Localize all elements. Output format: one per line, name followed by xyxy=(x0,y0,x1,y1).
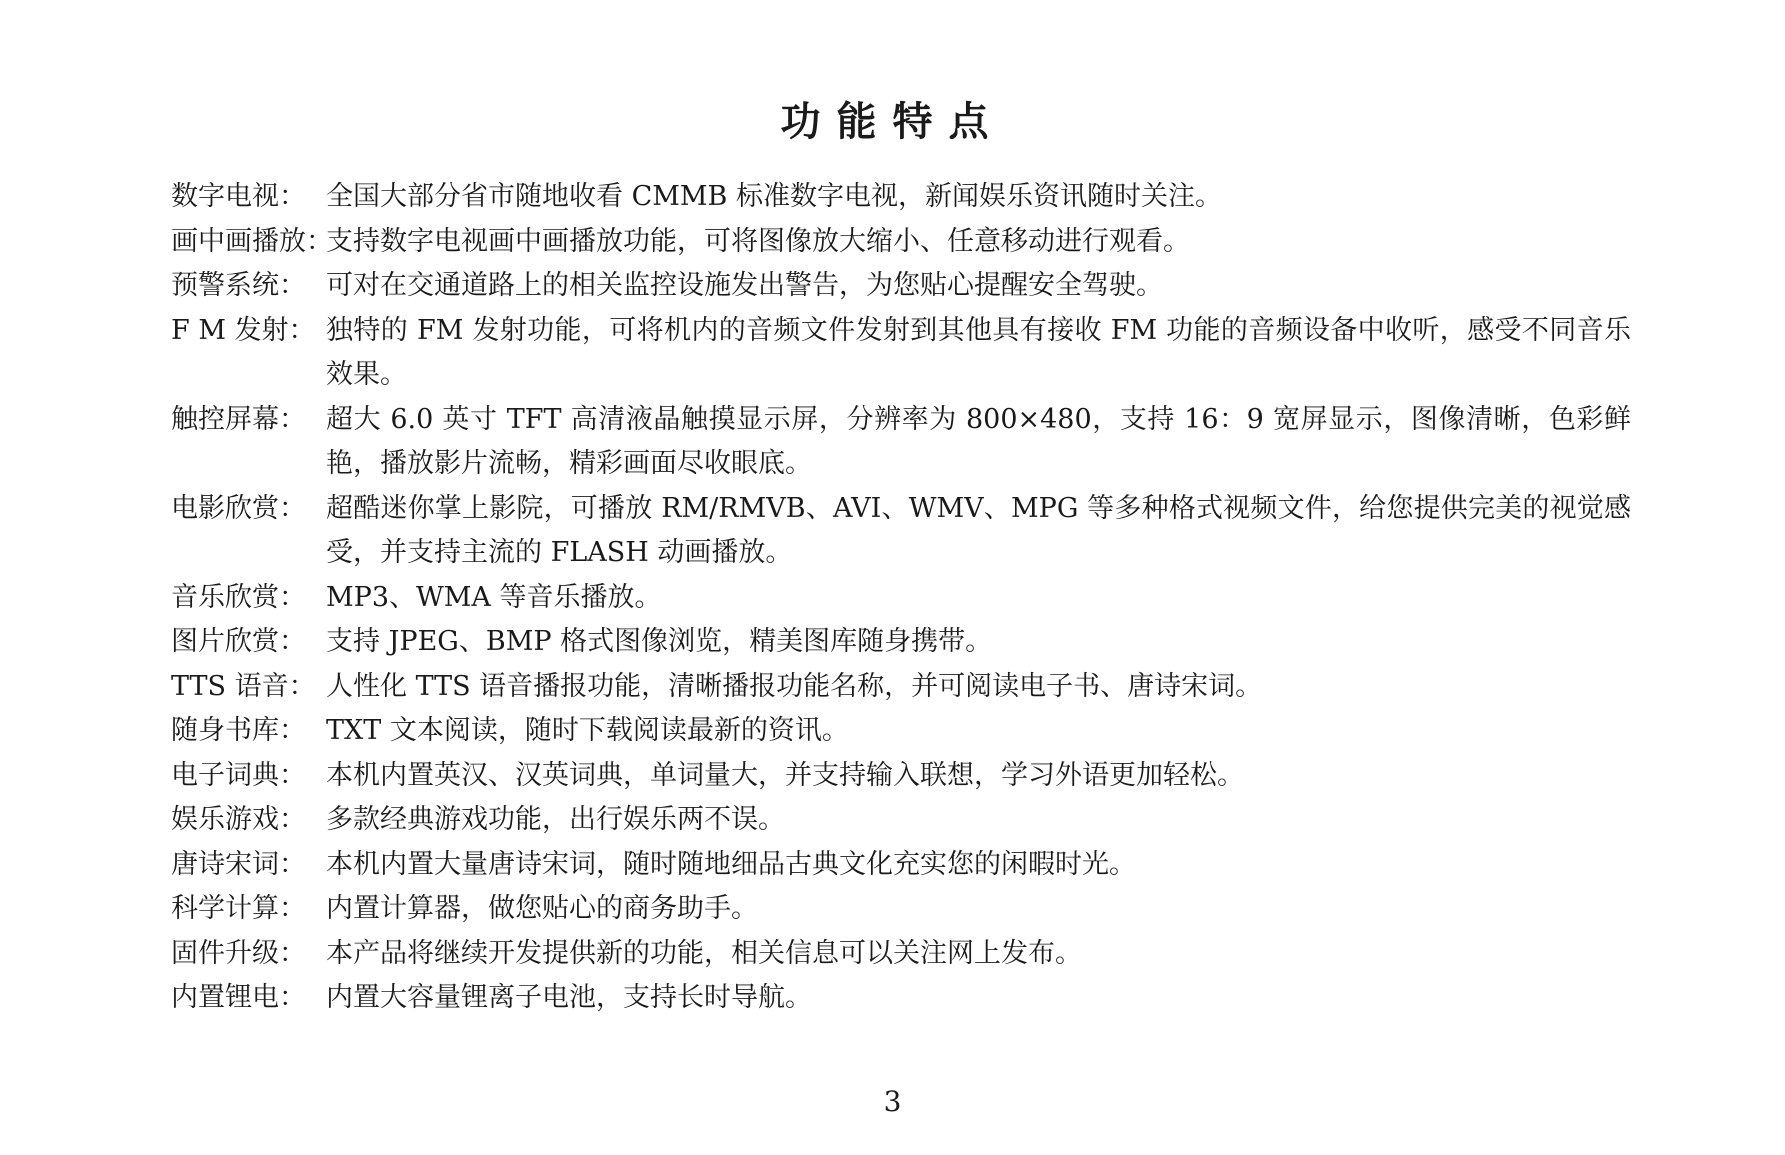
feature-description: TXT 文本阅读，随时下载阅读最新的资讯。 xyxy=(326,715,849,746)
feature-description: 超大 6.0 英寸 TFT 高清液晶触摸显示屏，分辨率为 800×480，支持 16：9 宽屏显示，图像清晰，色彩鲜艳，播放影片流畅，精彩画面尽收眼底。 xyxy=(326,403,1631,479)
feature-description: 超酷迷你掌上影院，可播放 RM/RMVB、AVI、WMV、MPG 等多种格式视频文件，给您提供完美的视觉感受，并支持主流的 FLASH 动画播放。 xyxy=(326,492,1631,568)
feature-description: 全国大部分省市随地收看 CMMB 标准数字电视，新闻娱乐资讯随时关注。 xyxy=(326,181,1222,212)
feature-description: 内置计算器，做您贴心的商务助手。 xyxy=(326,893,758,924)
feature-label: F M 发射： xyxy=(171,314,316,346)
feature-label: 固件升级： xyxy=(171,937,306,969)
feature-item xyxy=(171,843,1631,888)
feature-description: 独特的 FM 发射功能，可将机内的音频文件发射到其他具有接收 FM 功能的音频设备中收听，感受不同音乐效果。 xyxy=(326,314,1631,390)
feature-label: 触控屏幕： xyxy=(171,403,306,435)
feature-item xyxy=(171,487,1631,576)
feature-description: 本产品将继续开发提供新的功能，相关信息可以关注网上发布。 xyxy=(326,937,1082,969)
feature-label: 数字电视： xyxy=(171,181,306,212)
feature-label: 电子词典： xyxy=(171,759,306,791)
feature-description: 支持 JPEG、BMP 格式图像浏览，精美图库随身携带。 xyxy=(326,626,993,657)
feature-label: TTS 语音： xyxy=(171,670,316,702)
feature-description: 可对在交通道路上的相关监控设施发出警告，为您贴心提醒安全驾驶。 xyxy=(326,270,1163,301)
feature-item xyxy=(171,709,1631,754)
feature-item xyxy=(171,976,1631,1021)
feature-item xyxy=(171,932,1631,977)
feature-item xyxy=(171,887,1631,932)
feature-item xyxy=(171,398,1631,487)
feature-item xyxy=(171,798,1631,843)
feature-item xyxy=(171,576,1631,621)
feature-label: 音乐欣赏： xyxy=(171,581,306,613)
feature-label: 科学计算： xyxy=(171,893,306,924)
feature-description: 内置大容量锂离子电池，支持长时导航。 xyxy=(326,982,812,1013)
page-title: 功能特点 xyxy=(780,98,1005,145)
feature-item xyxy=(171,220,1631,265)
feature-description: 本机内置大量唐诗宋词，随时随地细品古典文化充实您的闲暇时光。 xyxy=(326,848,1136,880)
feature-item xyxy=(171,175,1631,220)
feature-label: 唐诗宋词： xyxy=(171,848,306,880)
page-number: 3 xyxy=(883,1085,902,1118)
feature-label: 画中画播放： xyxy=(171,225,333,257)
feature-label: 娱乐游戏： xyxy=(171,804,306,835)
feature-description: MP3、WMA 等音乐播放。 xyxy=(326,581,662,613)
feature-item xyxy=(171,309,1631,398)
feature-item xyxy=(171,665,1631,710)
feature-label: 预警系统： xyxy=(171,270,306,301)
feature-label: 内置锂电： xyxy=(171,982,306,1013)
feature-description: 多款经典游戏功能，出行娱乐两不误。 xyxy=(326,804,785,835)
feature-description: 人性化 TTS 语音播报功能，清晰播报功能名称，并可阅读电子书、唐诗宋词。 xyxy=(326,670,1263,702)
feature-list xyxy=(171,175,1631,1021)
feature-label: 电影欣赏： xyxy=(171,492,306,524)
feature-item xyxy=(171,264,1631,309)
feature-label: 图片欣赏： xyxy=(171,626,306,657)
feature-item xyxy=(171,620,1631,665)
feature-label: 随身书库： xyxy=(171,715,306,746)
feature-description: 本机内置英汉、汉英词典，单词量大，并支持输入联想，学习外语更加轻松。 xyxy=(326,759,1244,791)
feature-description: 支持数字电视画中画播放功能，可将图像放大缩小、任意移动进行观看。 xyxy=(326,225,1190,257)
feature-item xyxy=(171,754,1631,799)
